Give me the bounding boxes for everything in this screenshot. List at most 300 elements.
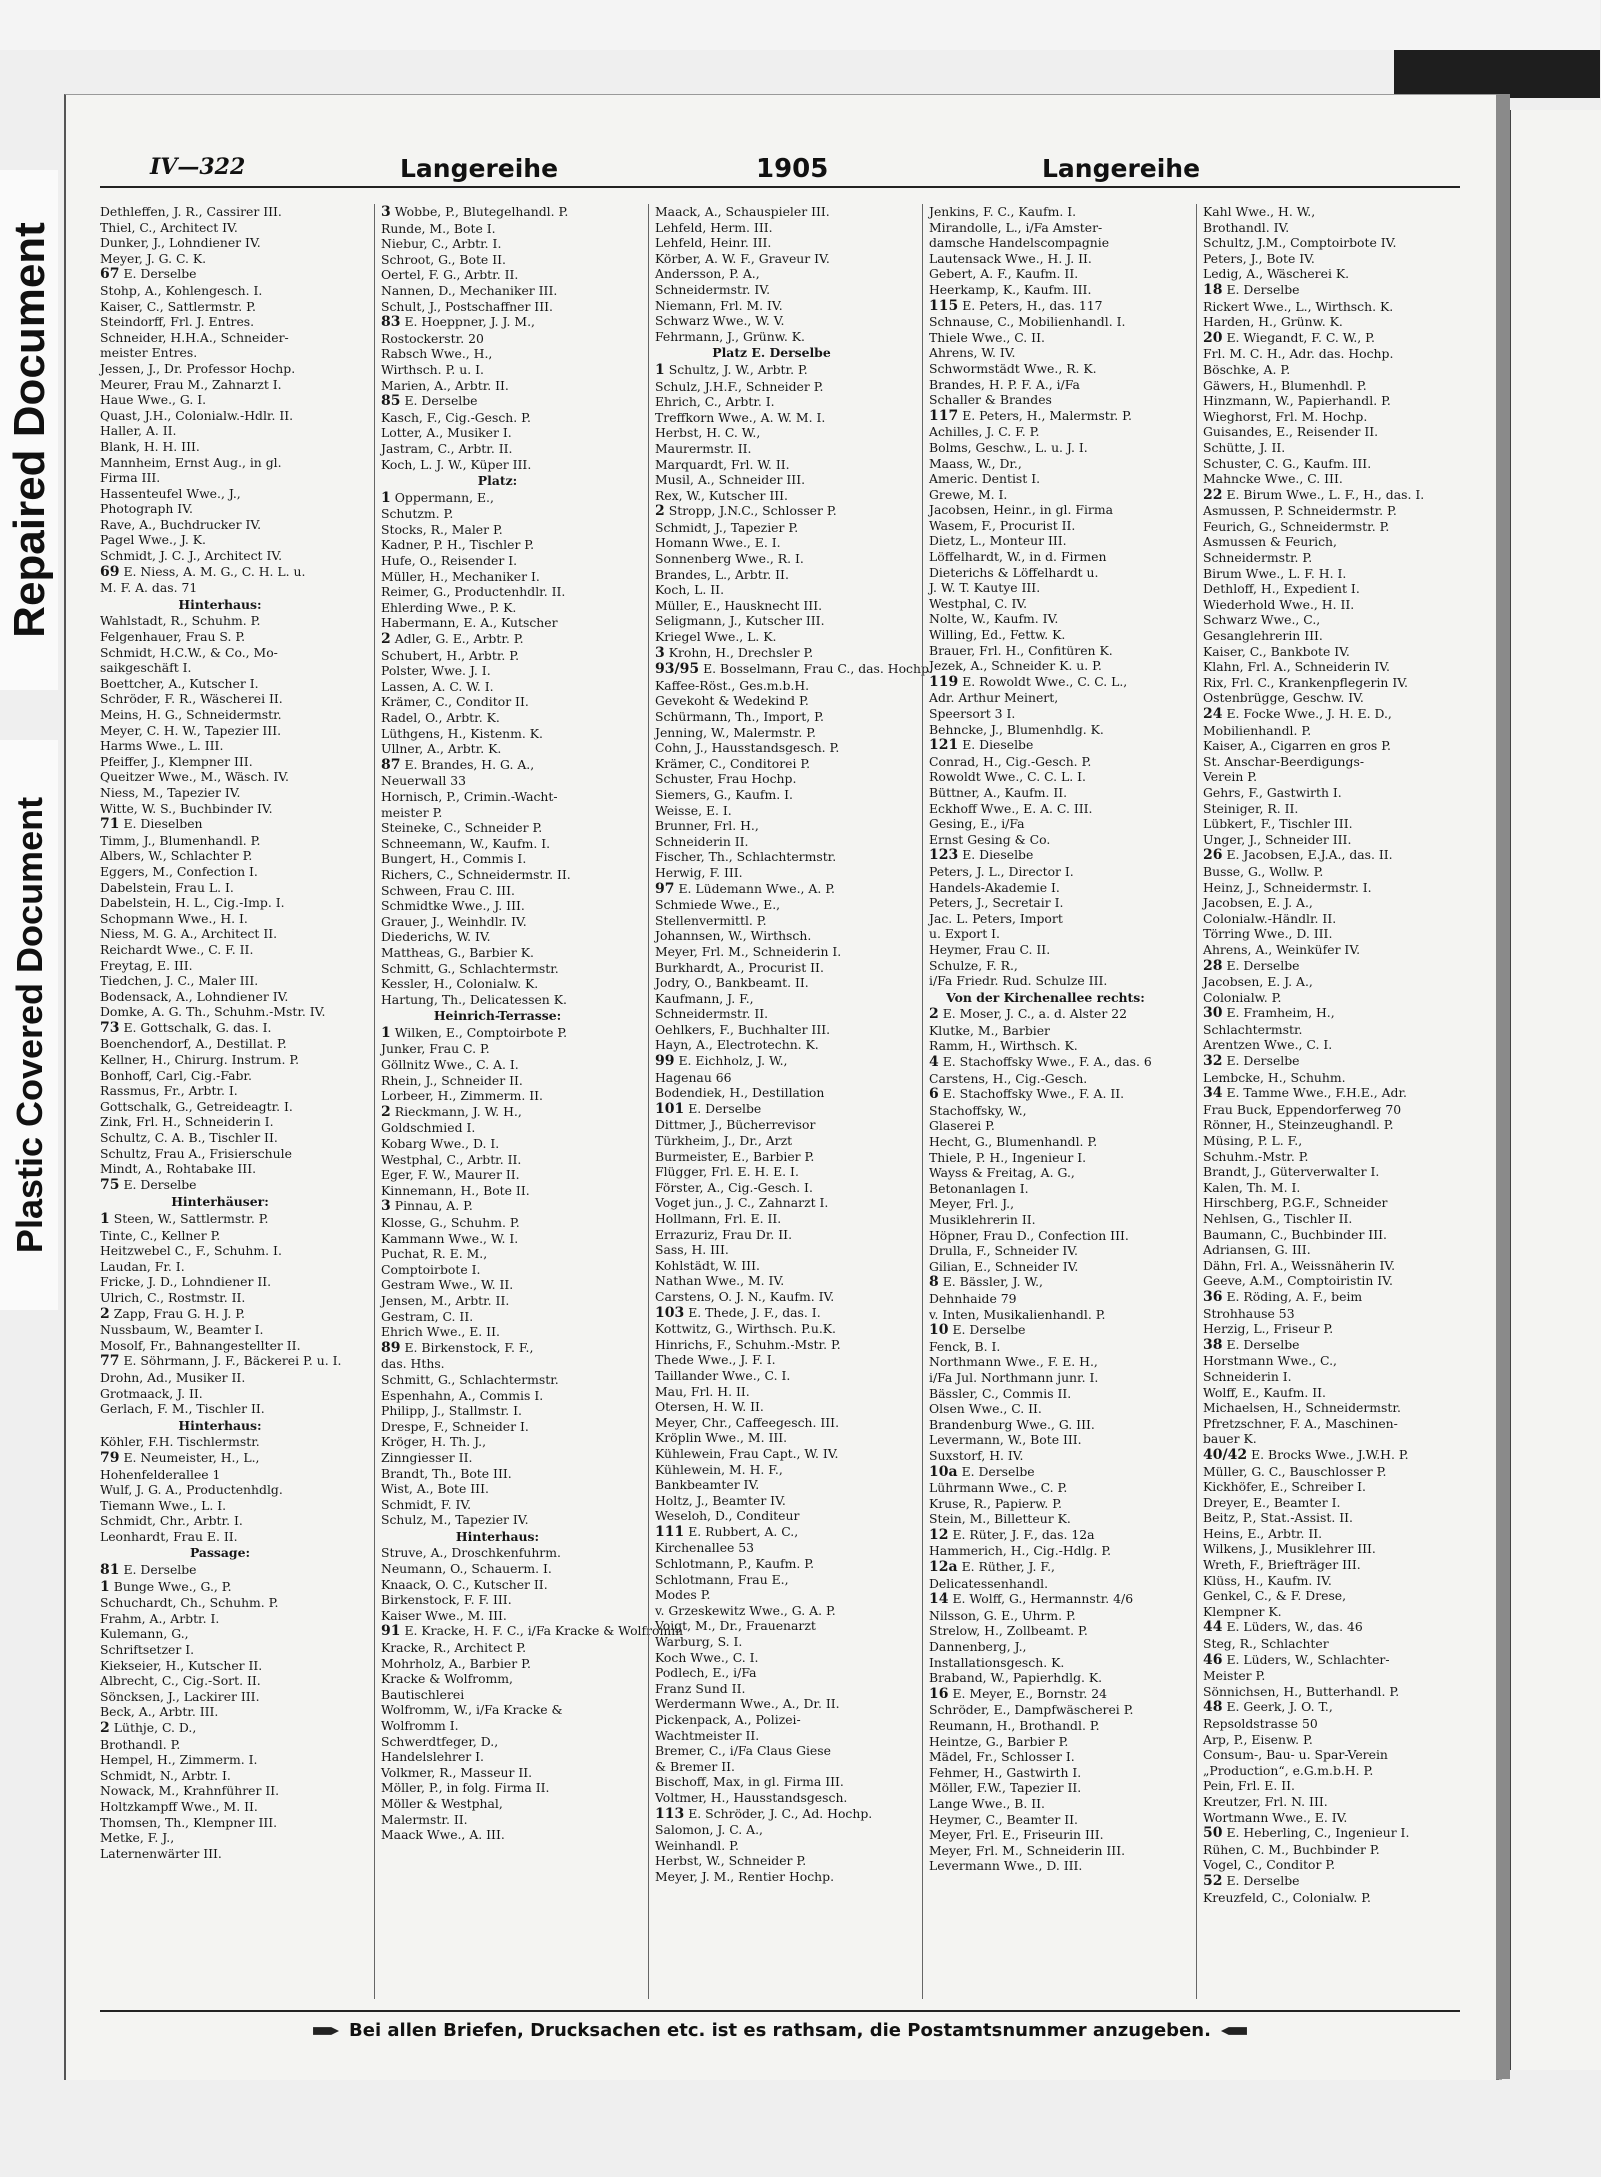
directory-entry bbox=[381, 898, 614, 914]
directory-entry bbox=[381, 615, 614, 631]
directory-entry bbox=[929, 832, 1162, 848]
resident-text: Mädel, Fr., Schlosser I. bbox=[929, 1749, 1075, 1765]
resident-text: Holtzkampff Wwe., M. II. bbox=[100, 1798, 258, 1814]
resident-text: Müller, H., Mechaniker I. bbox=[381, 568, 540, 584]
directory-entry bbox=[929, 1464, 1162, 1481]
resident-text: Marien, A., Arbtr. II. bbox=[381, 377, 509, 393]
directory-entry bbox=[929, 1527, 1162, 1544]
directory-entry bbox=[1203, 1211, 1436, 1227]
directory-entry bbox=[655, 944, 888, 960]
resident-text: Gevekoht & Wedekind P. bbox=[655, 693, 809, 709]
resident-text: Vogel, C., Conditor P. bbox=[1203, 1857, 1336, 1873]
resident-text: Dreyer, E., Beamter I. bbox=[1203, 1494, 1341, 1510]
directory-entry bbox=[929, 596, 1162, 612]
resident-text: Möller, F.W., Tapezier II. bbox=[929, 1780, 1082, 1796]
section-heading: Hinterhaus: bbox=[178, 596, 262, 612]
directory-entry bbox=[655, 771, 888, 787]
directory-columns bbox=[100, 204, 1460, 1999]
directory-entry bbox=[655, 1696, 888, 1712]
directory-entry bbox=[100, 785, 340, 801]
directory-entry bbox=[100, 1450, 340, 1467]
house-number: 1 bbox=[381, 1024, 391, 1041]
directory-entry bbox=[1203, 1873, 1436, 1890]
directory-entry bbox=[1203, 1321, 1436, 1337]
directory-entry bbox=[929, 1608, 1162, 1624]
resident-text: Queitzer Wwe., M., Wäsch. IV. bbox=[100, 769, 289, 785]
resident-text: Herzig, L., Friseur P. bbox=[1203, 1321, 1334, 1337]
resident-text: Musiklehrerin II. bbox=[929, 1212, 1036, 1227]
house-number: 99 bbox=[655, 1053, 675, 1070]
directory-entry bbox=[929, 801, 1162, 817]
directory-entry bbox=[1203, 911, 1436, 927]
directory-entry bbox=[655, 1006, 888, 1022]
resident-text: Kasch, F., Cig.-Gesch. P. bbox=[381, 409, 531, 425]
resident-text: Burkhardt, A., Procurist II. bbox=[655, 959, 824, 975]
resident-text: Hartung, Th., Delicatessen K. bbox=[381, 991, 567, 1007]
directory-entry bbox=[381, 773, 614, 789]
resident-text: Beitz, P., Stat.-Assist. II. bbox=[1203, 1510, 1353, 1526]
directory-entry bbox=[929, 361, 1162, 377]
directory-entry bbox=[655, 1258, 888, 1274]
resident-text: Schwerdtfeger, D., bbox=[381, 1733, 499, 1749]
directory-entry bbox=[1203, 424, 1436, 440]
house-number: 48 bbox=[1203, 1699, 1223, 1716]
directory-entry bbox=[929, 1054, 1162, 1071]
directory-entry bbox=[381, 789, 614, 805]
directory-entry bbox=[655, 488, 888, 504]
directory-entry bbox=[1203, 456, 1436, 472]
resident-text: Maack Wwe., A. III. bbox=[381, 1827, 505, 1843]
resident-text: Stocks, R., Maler P. bbox=[381, 521, 503, 537]
resident-text: E. Birkenstock, F. F., bbox=[404, 1339, 534, 1355]
directory-entry bbox=[1203, 330, 1436, 347]
resident-text: Gebert, A. F., Kaufm. II. bbox=[929, 266, 1079, 282]
resident-text: Genkel, C., & F. Drese, bbox=[1203, 1588, 1347, 1604]
directory-entry bbox=[1203, 220, 1436, 236]
directory-entry bbox=[655, 1446, 888, 1462]
resident-text: Brandt, Th., Bote III. bbox=[381, 1465, 512, 1481]
resident-text: Colonialw.-Händlr. II. bbox=[1203, 910, 1337, 926]
resident-text: Hirschberg, P.G.F., Schneider bbox=[1203, 1195, 1388, 1211]
plastic-covered-document-label: Plastic Covered Document bbox=[9, 796, 51, 1254]
directory-entry bbox=[381, 741, 614, 757]
house-number: 40/42 bbox=[1203, 1446, 1248, 1463]
resident-text: Boenchendorf, A., Destillat. P. bbox=[100, 1036, 287, 1052]
directory-entry bbox=[381, 836, 614, 852]
resident-text: Kühlewein, Frau Capt., W. IV. bbox=[655, 1445, 839, 1461]
resident-text: Dieterichs & Löffelhardt u. bbox=[929, 564, 1099, 580]
directory-entry bbox=[381, 1512, 614, 1528]
directory-entry bbox=[929, 251, 1162, 267]
directory-entry bbox=[100, 911, 340, 927]
directory-entry bbox=[655, 1869, 888, 1885]
resident-text: E. Brocks Wwe., J.W.H. P. bbox=[1251, 1446, 1409, 1462]
directory-entry bbox=[655, 629, 888, 645]
resident-text: Lührmann Wwe., C. P. bbox=[929, 1480, 1068, 1496]
resident-text: Siemers, G., Kaufm. I. bbox=[655, 786, 793, 802]
house-number: 50 bbox=[1203, 1825, 1223, 1842]
resident-text: Dähn, Frl. A., Weissnäherin IV. bbox=[1203, 1257, 1396, 1273]
resident-text: Comptoirbote I. bbox=[381, 1261, 481, 1277]
directory-entry bbox=[381, 204, 614, 221]
resident-text: Boettcher, A., Kutscher I. bbox=[100, 675, 259, 691]
house-number: 44 bbox=[1203, 1619, 1223, 1636]
resident-text: Bodendiek, H., Destillation bbox=[655, 1085, 825, 1101]
resident-text: Polster, Wwe. J. I. bbox=[381, 663, 491, 679]
directory-entry bbox=[381, 1183, 614, 1199]
house-number: 71 bbox=[100, 816, 120, 833]
directory-entry bbox=[655, 441, 888, 457]
resident-text: Diederichs, W. IV. bbox=[381, 929, 491, 945]
resident-text: Nehlsen, G., Tischler II. bbox=[1203, 1211, 1353, 1226]
resident-text: Gottschalk, G., Getreideagtr. I. bbox=[100, 1098, 293, 1114]
directory-entry bbox=[655, 1822, 888, 1838]
directory-entry bbox=[929, 266, 1162, 282]
resident-text: Hecht, G., Blumenhandl. P. bbox=[929, 1134, 1098, 1150]
resident-text: Törring Wwe., D. III. bbox=[1203, 926, 1333, 942]
directory-entry bbox=[381, 1749, 614, 1765]
directory-entry bbox=[1203, 1337, 1436, 1354]
directory-entry bbox=[655, 1352, 888, 1368]
directory-column-3 bbox=[648, 204, 933, 1999]
directory-entry bbox=[929, 737, 1162, 754]
directory-entry bbox=[1203, 675, 1436, 691]
directory-entry bbox=[381, 805, 614, 821]
directory-entry bbox=[1203, 628, 1436, 644]
resident-text: Koch, L. II. bbox=[655, 582, 725, 598]
resident-text: E. Heberling, C., Ingenieur I. bbox=[1226, 1825, 1410, 1841]
directory-entry bbox=[381, 299, 614, 315]
directory-entry bbox=[100, 486, 340, 502]
resident-text: Ehrich Wwe., E. II. bbox=[381, 1324, 500, 1340]
resident-text: Ostenbrügge, Geschw. IV. bbox=[1203, 690, 1364, 706]
directory-entry bbox=[1203, 409, 1436, 425]
directory-entry bbox=[929, 769, 1162, 785]
resident-text: Albrecht, C., Cig.-Sort. II. bbox=[100, 1673, 261, 1689]
resident-text: Gestram, C. II. bbox=[381, 1308, 474, 1324]
resident-text: Repsoldstrasse 50 bbox=[1203, 1716, 1318, 1731]
directory-entry bbox=[381, 631, 614, 648]
resident-text: Bautischlerei bbox=[381, 1686, 465, 1702]
directory-entry bbox=[100, 1274, 340, 1290]
resident-text: Peters, J., Secretair I. bbox=[929, 895, 1064, 911]
resident-text: Struve, A., Droschkenfuhrm. bbox=[381, 1545, 561, 1561]
house-number: 36 bbox=[1203, 1288, 1223, 1305]
directory-entry bbox=[655, 849, 888, 865]
directory-entry bbox=[655, 1759, 888, 1775]
directory-entry bbox=[381, 726, 614, 742]
house-number: 67 bbox=[100, 266, 120, 283]
resident-text: Eggers, M., Confection I. bbox=[100, 863, 258, 879]
house-number: 52 bbox=[1203, 1872, 1223, 1889]
directory-entry bbox=[929, 1417, 1162, 1433]
section-heading: Hinterhaus: bbox=[178, 1417, 262, 1433]
resident-text: Schmitt, G., Schlachtermstr. bbox=[381, 960, 559, 976]
resident-text: Kaiser, C., Sattlermstr. P. bbox=[100, 298, 256, 314]
resident-text: J. W. T. Kautye III. bbox=[929, 580, 1041, 596]
house-number: 34 bbox=[1203, 1085, 1223, 1102]
resident-text: Westphal, C. IV. bbox=[929, 595, 1028, 611]
directory-entry bbox=[1203, 1258, 1436, 1274]
directory-entry bbox=[381, 1136, 614, 1152]
directory-entry bbox=[1203, 1416, 1436, 1432]
directory-entry bbox=[929, 722, 1162, 738]
directory-entry bbox=[655, 725, 888, 741]
directory-entry bbox=[100, 942, 340, 958]
resident-text: Firma III. bbox=[100, 470, 161, 486]
directory-entry bbox=[929, 674, 1162, 691]
directory-entry bbox=[1203, 723, 1436, 739]
resident-text: Ullner, A., Arbtr. K. bbox=[381, 741, 502, 757]
resident-text: Radel, O., Arbtr. K. bbox=[381, 710, 500, 725]
directory-entry bbox=[929, 1212, 1162, 1228]
directory-entry bbox=[100, 345, 340, 361]
resident-text: Wolff, E., Kaufm. II. bbox=[1203, 1384, 1326, 1400]
directory-entry bbox=[381, 283, 614, 299]
directory-entry bbox=[381, 929, 614, 945]
directory-entry bbox=[655, 818, 888, 834]
resident-text: E. Derselbe bbox=[1226, 1053, 1300, 1069]
house-number: 119 bbox=[929, 673, 959, 690]
resident-text: Rowoldt Wwe., C. C. L. I. bbox=[929, 769, 1086, 785]
directory-entry bbox=[1203, 1526, 1436, 1542]
resident-text: meister P. bbox=[381, 804, 443, 820]
house-number: 79 bbox=[100, 1449, 120, 1466]
house-number: 111 bbox=[655, 1523, 685, 1540]
resident-text: Hohenfelderallee 1 bbox=[100, 1466, 221, 1482]
resident-text: Rix, Frl. C., Krankenpflegerin IV. bbox=[1203, 674, 1408, 690]
directory-entry bbox=[1203, 1699, 1436, 1716]
resident-text: Lübkert, F., Tischler III. bbox=[1203, 816, 1353, 832]
directory-entry bbox=[100, 1068, 340, 1084]
resident-text: Neumann, O., Schauerm. I. bbox=[381, 1561, 552, 1577]
resident-text: Schult, J., Postschaffner III. bbox=[381, 298, 553, 314]
resident-text: Lassen, A. C. W. I. bbox=[381, 678, 494, 694]
directory-entry bbox=[1203, 801, 1436, 817]
directory-entry bbox=[381, 569, 614, 585]
directory-entry bbox=[655, 313, 888, 329]
directory-entry bbox=[381, 1372, 614, 1388]
resident-text: E. Niess, A. M. G., C. H. L. u. bbox=[123, 563, 306, 579]
directory-entry bbox=[929, 958, 1162, 974]
directory-entry bbox=[1203, 1573, 1436, 1589]
directory-entry bbox=[100, 801, 340, 817]
directory-entry bbox=[381, 584, 614, 600]
resident-text: E. Kracke, H. F. C., i/Fa Kracke & Wolfromm bbox=[404, 1623, 683, 1639]
resident-text: Jenkins, F. C., Kaufm. I. bbox=[929, 204, 1077, 219]
resident-text: Steiniger, R. II. bbox=[1203, 800, 1299, 816]
directory-entry bbox=[929, 816, 1162, 832]
resident-text: Köhler, F.H. Tischlermstr. bbox=[100, 1434, 260, 1450]
directory-entry bbox=[1203, 1164, 1436, 1180]
directory-entry bbox=[100, 1004, 340, 1020]
resident-text: Tiedchen, J. C., Maler III. bbox=[100, 973, 259, 989]
house-number: 69 bbox=[100, 563, 120, 580]
resident-text: Richers, C., Schneidermstr. II. bbox=[381, 866, 571, 882]
resident-text: E. Lüdemann Wwe., A. P. bbox=[678, 880, 835, 896]
directory-entry bbox=[381, 1088, 614, 1104]
resident-text: Meyer, Frl. J., bbox=[929, 1196, 1015, 1212]
resident-text: Rönner, H., Steinzeughandl. P. bbox=[1203, 1117, 1394, 1133]
resident-text: i/Fa Friedr. Rud. Schulze III. bbox=[929, 973, 1108, 989]
scan-background-top bbox=[0, 0, 1600, 50]
resident-text: Möller, P., in folg. Firma II. bbox=[381, 1780, 550, 1796]
directory-entry bbox=[655, 1399, 888, 1415]
resident-text: Brothandl. IV. bbox=[1203, 219, 1290, 235]
resident-text: Eckhoff Wwe., E. A. C. III. bbox=[929, 800, 1093, 816]
directory-entry bbox=[929, 1843, 1162, 1859]
directory-entry bbox=[100, 283, 340, 299]
resident-text: Meister P. bbox=[1203, 1668, 1266, 1684]
resident-text: Schuchardt, Ch., Schuhm. P. bbox=[100, 1595, 279, 1611]
directory-entry bbox=[100, 532, 340, 548]
resident-text: Schneider, H.H.A., Schneider- bbox=[100, 329, 289, 345]
directory-entry bbox=[929, 471, 1162, 487]
footer-notice: Bei allen Briefen, Drucksachen etc. ist es rathsam, die Postamtsnummer anzugeben. bbox=[349, 2020, 1211, 2041]
directory-entry bbox=[100, 1704, 340, 1720]
next-page-edge bbox=[1510, 110, 1601, 2070]
resident-text: Sonnenberg Wwe., R. I. bbox=[655, 551, 804, 567]
resident-text: Thede Wwe., J. F. I. bbox=[655, 1352, 776, 1368]
directory-entry bbox=[929, 345, 1162, 361]
section-heading: Passage: bbox=[189, 1545, 251, 1561]
resident-text: Brothandl. P. bbox=[100, 1736, 181, 1752]
label-strip-top bbox=[0, 170, 58, 690]
directory-entry bbox=[100, 1177, 340, 1194]
directory-entry bbox=[381, 537, 614, 553]
directory-entry bbox=[929, 1511, 1162, 1527]
resident-text: E. Peters, H., Malermstr. P. bbox=[962, 407, 1132, 423]
resident-text: E. Bosselmann, Frau C., das. Hochp. bbox=[703, 661, 933, 677]
directory-entry bbox=[655, 410, 888, 426]
directory-entry bbox=[1203, 659, 1436, 675]
directory-entry bbox=[1203, 738, 1436, 754]
resident-text: Kahl Wwe., H. W., bbox=[1203, 204, 1316, 219]
directory-entry bbox=[381, 1765, 614, 1781]
resident-text: Meyer, Frl. E., Friseurin III. bbox=[929, 1827, 1104, 1843]
directory-entry bbox=[100, 958, 340, 974]
house-number: 2 bbox=[655, 503, 665, 520]
directory-entry bbox=[929, 1243, 1162, 1259]
house-number: 30 bbox=[1203, 1005, 1223, 1022]
directory-entry bbox=[100, 629, 340, 645]
resident-text: Puchat, R. E. M., bbox=[381, 1246, 488, 1262]
resident-text: Habermann, E. A., Kutscher bbox=[381, 615, 558, 631]
resident-text: Müsing, P. L. F., bbox=[1203, 1133, 1303, 1149]
directory-entry bbox=[655, 803, 888, 819]
resident-text: Mirandolle, L., i/Fa Amster- bbox=[929, 219, 1103, 235]
resident-text: E. Rowoldt Wwe., C. C. L., bbox=[962, 673, 1128, 689]
resident-text: Mau, Frl. H. II. bbox=[655, 1383, 750, 1399]
resident-text: Brauer, Frl. H., Confitüren K. bbox=[929, 642, 1113, 658]
directory-entry bbox=[929, 1274, 1162, 1291]
directory-entry bbox=[100, 1513, 340, 1529]
resident-text: Thiel, C., Architect IV. bbox=[100, 219, 238, 235]
house-number: 12 bbox=[929, 1526, 949, 1543]
resident-text: Mosolf, Fr., Bahnangestellter II. bbox=[100, 1337, 301, 1353]
street-name-right: Langereihe bbox=[1042, 154, 1201, 183]
directory-entry bbox=[1203, 1053, 1436, 1070]
resident-text: E. Derselbe bbox=[952, 1322, 1026, 1338]
resident-text: Kessler, H., Colonialw. K. bbox=[381, 976, 539, 992]
resident-text: Schröder, E., Dampfwäscherei P. bbox=[929, 1702, 1134, 1718]
resident-text: Söncksen, J., Lackirer III. bbox=[100, 1688, 260, 1704]
directory-entry bbox=[100, 1243, 340, 1259]
directory-entry bbox=[655, 1462, 888, 1478]
resident-text: E. Peters, H., das. 117 bbox=[962, 297, 1103, 313]
directory-entry bbox=[100, 1353, 340, 1370]
directory-entry bbox=[929, 314, 1162, 330]
directory-entry bbox=[929, 1259, 1162, 1275]
directory-entry bbox=[1203, 1810, 1436, 1826]
directory-entry bbox=[1203, 1369, 1436, 1385]
house-number: 2 bbox=[100, 1305, 110, 1322]
directory-entry bbox=[100, 1161, 340, 1177]
resident-text: Rassmus, Fr., Arbtr. I. bbox=[100, 1083, 238, 1099]
directory-entry bbox=[655, 598, 888, 614]
resident-text: Mobilienhandl. P. bbox=[1203, 722, 1312, 738]
resident-text: E. Derselbe bbox=[123, 1562, 197, 1578]
directory-entry bbox=[929, 895, 1162, 911]
directory-entry bbox=[100, 1130, 340, 1146]
resident-text: Schmidt, N., Arbtr. I. bbox=[100, 1767, 231, 1783]
directory-entry bbox=[1203, 503, 1436, 519]
resident-text: „Production“, e.G.m.b.H. P. bbox=[1203, 1762, 1374, 1778]
resident-text: Achilles, J. C. F. P. bbox=[929, 424, 1040, 440]
resident-text: Frau Buck, Eppendorferweg 70 bbox=[1203, 1101, 1402, 1117]
resident-text: Kalen, Th. M. I. bbox=[1203, 1179, 1301, 1195]
resident-text: Wiederhold Wwe., H. II. bbox=[1203, 596, 1355, 612]
resident-text: Quast, J.H., Colonialw.-Hdlr. II. bbox=[100, 407, 294, 423]
resident-text: Flügger, Frl. E. H. E. I. bbox=[655, 1164, 799, 1180]
directory-entry bbox=[655, 1508, 888, 1524]
resident-text: E. Lüders, W., das. 46 bbox=[1226, 1619, 1363, 1635]
directory-entry bbox=[655, 1540, 888, 1556]
resident-text: Fehmer, H., Gastwirth I. bbox=[929, 1764, 1082, 1780]
directory-entry bbox=[655, 1415, 888, 1431]
directory-entry bbox=[1203, 816, 1436, 832]
directory-entry bbox=[655, 865, 888, 881]
resident-text: Stein, M., Billetteur K. bbox=[929, 1511, 1071, 1527]
resident-text: Büttner, A., Kaufm. II. bbox=[929, 784, 1068, 800]
directory-entry bbox=[655, 1133, 888, 1149]
directory-entry bbox=[1203, 1763, 1436, 1779]
directory-entry bbox=[655, 1806, 888, 1823]
directory-entry bbox=[929, 204, 1162, 220]
directory-entry bbox=[929, 1165, 1162, 1181]
resident-text: E. Focke Wwe., J. H. E. D., bbox=[1226, 706, 1392, 721]
resident-text: Brandes, L., Arbtr. II. bbox=[655, 566, 789, 582]
directory-entry bbox=[1203, 926, 1436, 942]
directory-entry bbox=[655, 1665, 888, 1681]
resident-text: E. Derselbe bbox=[123, 266, 197, 282]
directory-entry bbox=[100, 1595, 340, 1611]
directory-entry bbox=[655, 204, 888, 220]
resident-text: Lembcke, H., Schuhm. bbox=[1203, 1069, 1346, 1085]
directory-entry bbox=[1203, 1778, 1436, 1794]
directory-entry bbox=[100, 1083, 340, 1099]
directory-entry bbox=[1203, 471, 1436, 487]
resident-text: Junker, Frau C. P. bbox=[381, 1041, 490, 1057]
resident-text: Arentzen Wwe., C. I. bbox=[1203, 1037, 1333, 1053]
resident-text: Northmann Wwe., F. E. H., bbox=[929, 1354, 1098, 1370]
resident-text: Schriftsetzer I. bbox=[100, 1642, 195, 1658]
directory-entry bbox=[1203, 1037, 1436, 1053]
house-number: 28 bbox=[1203, 957, 1223, 974]
resident-text: Hollmann, Frl. E. II. bbox=[655, 1211, 782, 1226]
resident-text: Steineke, C., Schneider P. bbox=[381, 820, 543, 836]
resident-text: Leonhardt, Frau E. II. bbox=[100, 1528, 238, 1544]
